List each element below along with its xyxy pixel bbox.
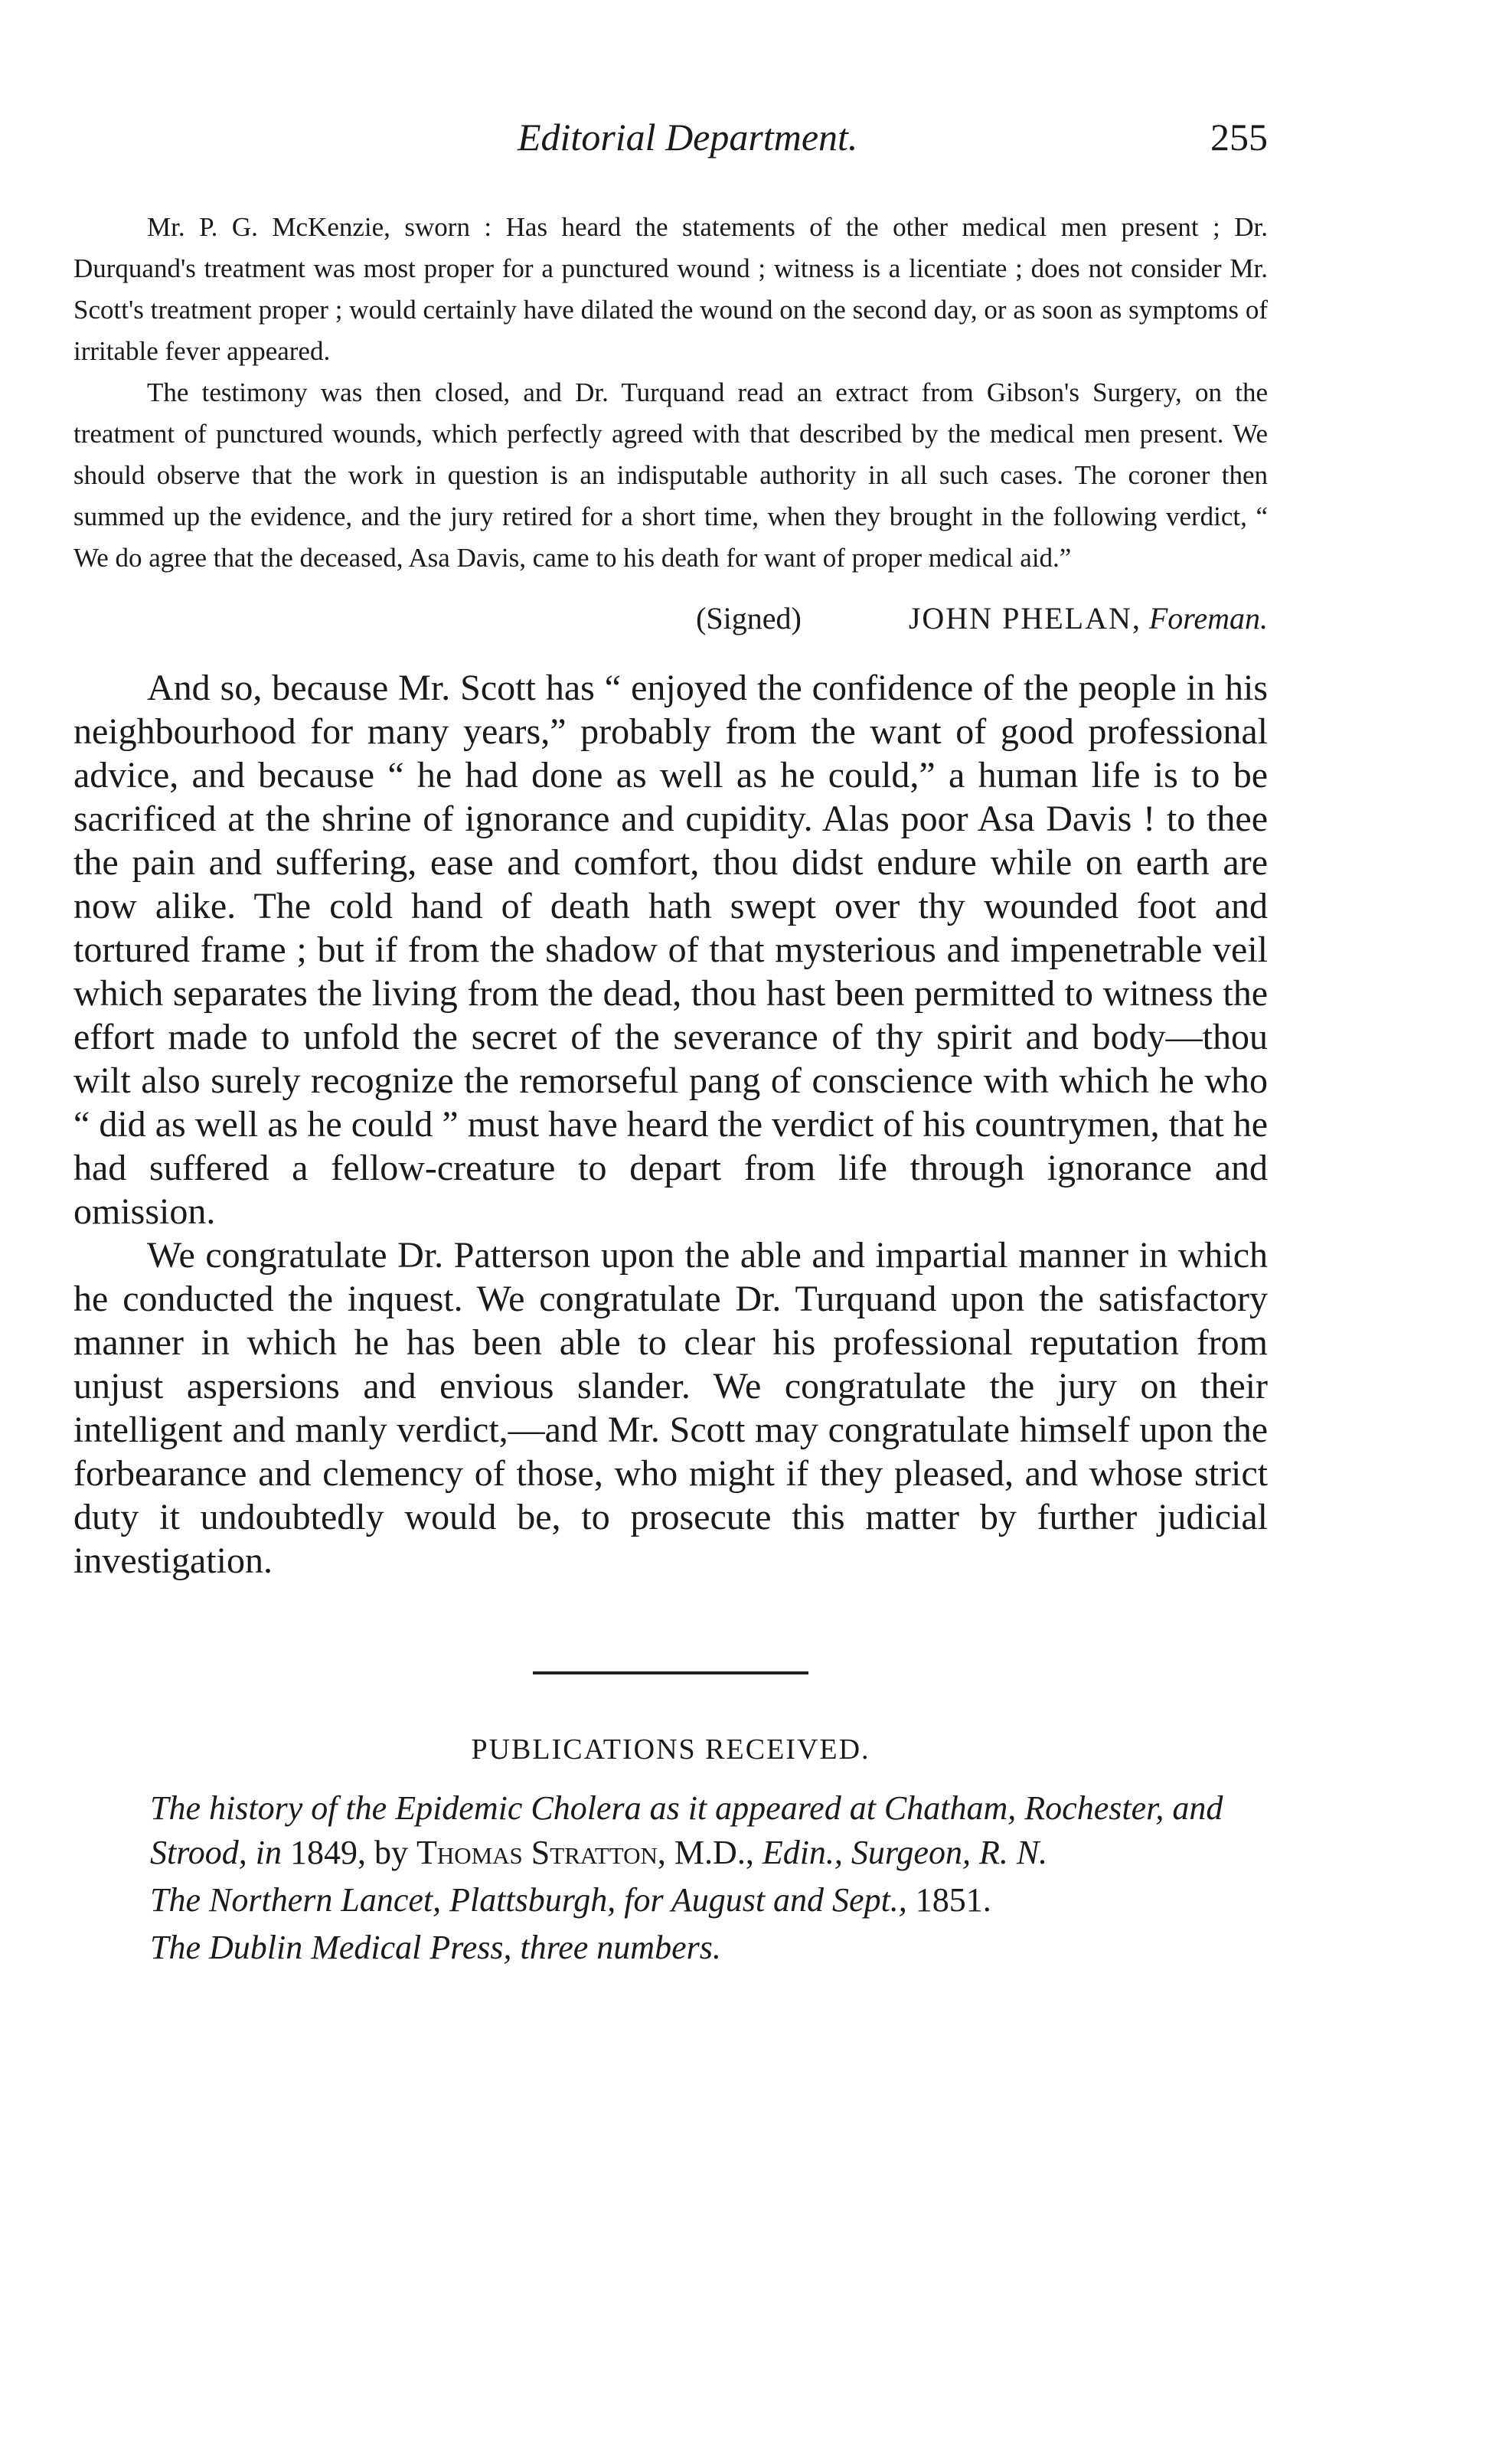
publication-author: Thomas Stratton, — [416, 1834, 666, 1871]
running-head — [150, 115, 1268, 176]
publication-title: The history of the Epidemic Cholera as it appeared at Chatham, Rochester, and Strood, in — [150, 1789, 1223, 1871]
signature-line — [73, 597, 1268, 640]
page — [73, 115, 1268, 1973]
publication-title: The Northern Lancet, Plattsburgh, for August and Sept., — [150, 1881, 907, 1919]
editorial-paragraph: And so, because Mr. Scott has “ enjoyed the confidence of the people in his neighbourhood for many years,” probably from the want of good professional advice, and because “ he had done as well as he could,” a human life is to be sacrificed at the shrine of ignorance and cupidity. Alas poor Asa Davis ! to thee the pain and suffering, ease and comfort, thou didst endure while on earth are now alike. The cold hand of death hath swept over thy wounded foot and tortured frame ; but if from the shadow of that mysterious and impenetrable veil which separates the living from the dead, thou hast been permitted to witness the effort made to unfold the secret of the severance of thy spirit and body—thou wilt also surely recognize the remorseful pang of conscience with which he who “ did as well as he could ” must have heard the verdict of his countrymen, that he had suffered a fellow-creature to depart from life through ignorance and omission. — [73, 668, 1268, 1232]
testimony-paragraph: The testimony was then closed, and Dr. Turquand read an extract from Gibson's Surgery, on the treatment of punctured wounds, which perfectly agreed with that described by the medical men present. We should observe that the work in question is an indisputable authority in all such cases. The coroner then summed up the evidence, and the jury retired for a short time, when they brought in the following verdict, “ We do agree that the deceased, Asa Davis, came to his death for want of proper medical aid.” — [73, 377, 1268, 573]
publications-list — [73, 1786, 1268, 1970]
signed-label: (Signed) — [696, 601, 802, 635]
publication-degree: M.D., — [674, 1834, 754, 1871]
publication-year: 1849, — [289, 1834, 366, 1871]
publication-item — [73, 1926, 1268, 1970]
editorial-paragraph: We congratulate Dr. Patterson upon the able and impartial manner in which he conducted the inquest. We congratulate Dr. Turquand upon the satisfactory manner in which he has been able to clear his professional reputation from unjust aspersions and envious slander. We congratulate the jury on their intelligent and manly verdict,—and Mr. Scott may congratulate himself upon the forbearance and clemency of those, who might if they pleased, and whose strict duty it undoubtedly would be, to prosecute this matter by further judicial investigation. — [73, 1235, 1268, 1581]
section-divider — [533, 1671, 808, 1674]
signer-role: Foreman. — [1148, 601, 1268, 635]
publication-affiliation: Edin., Surgeon, R. N. — [762, 1834, 1048, 1871]
editorial-section — [73, 666, 1268, 1583]
running-title: Editorial Department. — [518, 116, 858, 158]
testimony-paragraph: Mr. P. G. McKenzie, sworn : Has heard the statements of the other medical men present ; Dr. Durquand's treatment was most proper for a punctured wound ; witness is a licentiate ; does not consider Mr. Scott's treatment proper ; would certainly have dilated the wound on the second day, or as soon as symptoms of irritable fever appeared. — [73, 212, 1268, 366]
publication-year: 1851. — [915, 1881, 991, 1919]
publications-heading: PUBLICATIONS RECEIVED. — [471, 1733, 870, 1766]
testimony-section — [73, 207, 1268, 579]
publication-title: The Dublin Medical Press, three numbers. — [150, 1929, 721, 1966]
publication-item — [73, 1878, 1268, 1923]
publication-item — [73, 1786, 1268, 1875]
page-number: 255 — [1210, 116, 1268, 158]
publication-by: by — [374, 1834, 408, 1871]
signer-name: JOHN PHELAN, — [908, 601, 1141, 635]
